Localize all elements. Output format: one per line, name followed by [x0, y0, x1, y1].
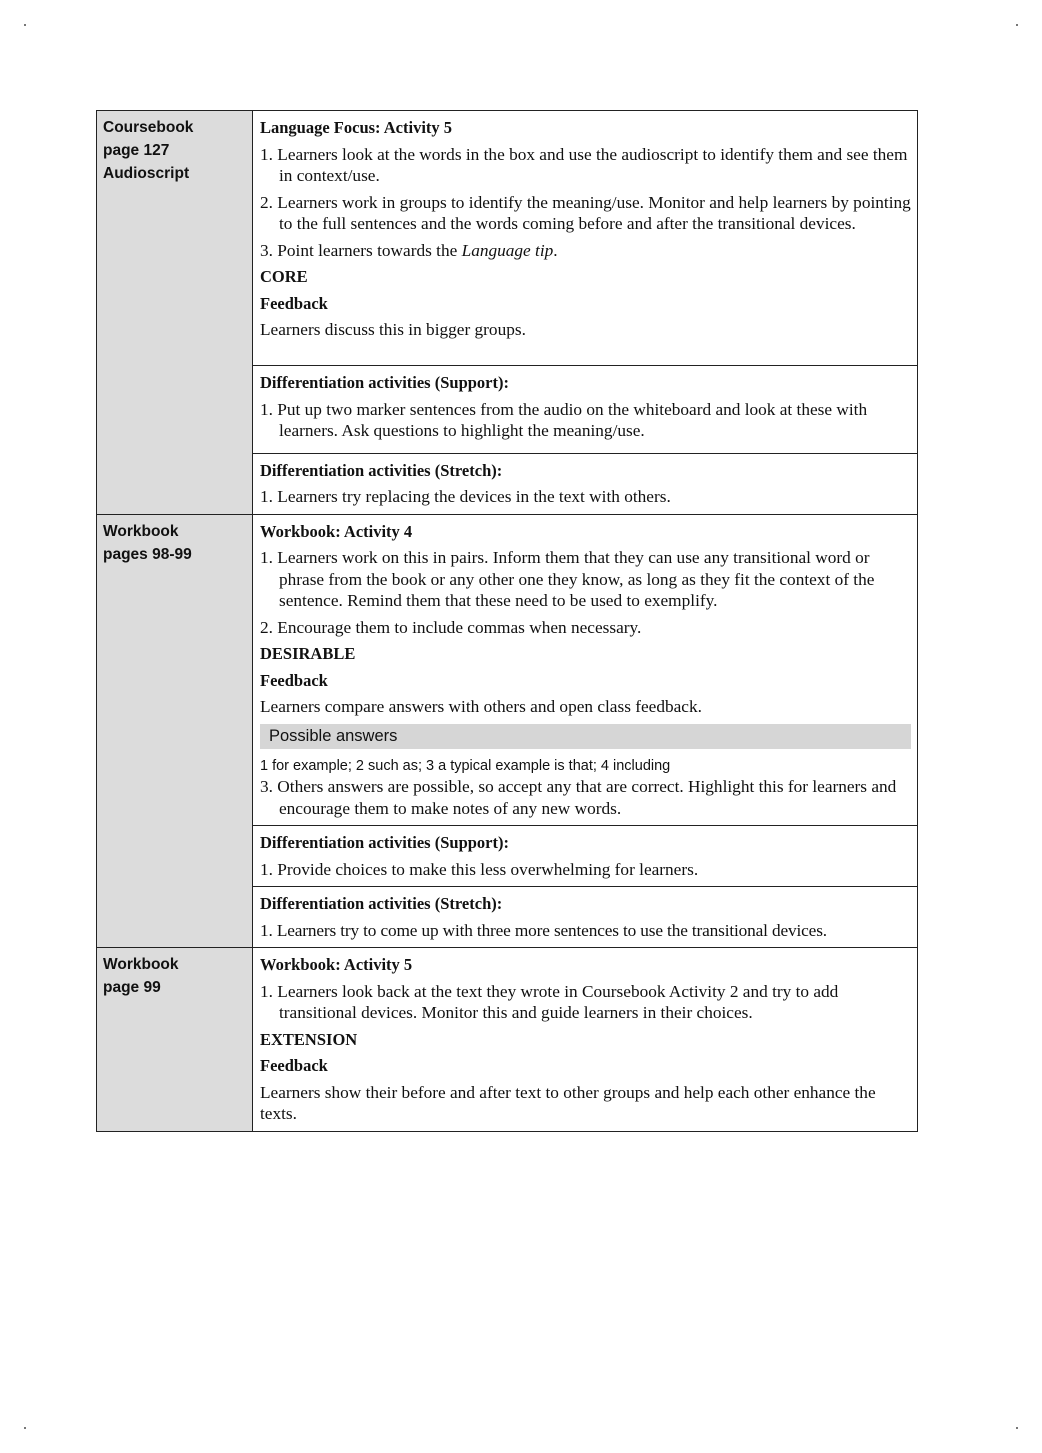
text: 3. Point learners towards the: [260, 240, 462, 260]
feedback-label: Feedback: [260, 1056, 328, 1075]
label-line: Coursebook: [103, 119, 194, 136]
support-heading: Differentiation activities (Support):: [260, 373, 509, 392]
lesson-plan-table: [96, 110, 918, 1132]
label-line: Workbook: [103, 522, 179, 540]
stretch-cell: [253, 887, 918, 948]
list-item: 1. Learners try to come up with three more sentences to use the transitional devices.: [260, 920, 827, 940]
support-heading: Differentiation activities (Support):: [260, 833, 509, 852]
list-item: 1. Learners look back at the text they wrote in Coursebook Activity 2 and try to add transitional devices. Monitor this and guide learners in their choices.: [260, 981, 839, 1022]
language-tip-ref: Language tip: [461, 240, 554, 260]
stretch-cell: [253, 453, 918, 514]
level-label: EXTENSION: [260, 1029, 358, 1049]
feedback-text: Learners show their before and after text to other groups and help each other enhance the texts.: [260, 1082, 876, 1123]
feedback-label: Feedback: [260, 670, 328, 690]
list-item: 2. Encourage them to include commas when necessary.: [260, 617, 642, 637]
activity-cell: [253, 948, 918, 1132]
resource-label: [97, 948, 253, 1132]
stretch-heading: Differentiation activities (Stretch):: [260, 460, 503, 480]
level-label: DESIRABLE: [260, 644, 356, 663]
feedback-label: Feedback: [260, 293, 328, 313]
feedback-text: Learners compare answers with others and open class feedback.: [260, 697, 702, 716]
activity-cell: [253, 111, 918, 366]
list-item: 1. Learners work on this in pairs. Inform them that they can use any transitional word or phrase from the book or any other one they know, as long as they fit the context of the sentence. Remind them that these need to be used to exemplify.: [260, 548, 875, 610]
activity-heading: Workbook: Activity 5: [260, 955, 413, 974]
support-cell: [253, 366, 918, 454]
feedback-text: Learners discuss this in bigger groups.: [260, 320, 526, 339]
list-item: 3. Others answers are possible, so accept any that are correct. Highlight this for learners and encourage them to make notes of any new words.: [260, 777, 897, 818]
text: .: [553, 240, 558, 260]
list-item: [260, 240, 911, 262]
label-line: page 99: [103, 979, 161, 996]
table-row: [97, 111, 918, 366]
activity-cell: [253, 514, 918, 826]
label-line: page 127: [103, 142, 170, 159]
possible-answers-header: Possible answers: [260, 724, 911, 750]
resource-label: [97, 514, 253, 948]
list-item: 1. Provide choices to make this less overwhelming for learners.: [260, 859, 699, 879]
answers-text: 1 for example; 2 such as; 3 a typical example is that; 4 including: [260, 758, 671, 774]
corner-mark: [24, 1427, 26, 1429]
stretch-heading: Differentiation activities (Stretch):: [260, 894, 503, 913]
list-item: 1. Learners try replacing the devices in the text with others.: [260, 487, 671, 506]
activity-heading: Workbook: Activity 4: [260, 521, 413, 541]
activity-heading: Language Focus: Activity 5: [260, 118, 453, 137]
corner-mark: [24, 24, 26, 26]
level-label: CORE: [260, 267, 308, 286]
list-item: 1. Put up two marker sentences from the audio on the whiteboard and look at these with learners. Ask questions to highlight the meaning/use.: [260, 399, 868, 440]
corner-mark: [1016, 24, 1018, 26]
list-item: 2. Learners work in groups to identify the meaning/use. Monitor and help learners by pointing to the full sentences and the words coming before and after the transitional devices.: [260, 192, 911, 233]
resource-label: [97, 111, 253, 515]
table-row: [97, 514, 918, 826]
label-line: Workbook: [103, 956, 179, 973]
label-line: Audioscript: [103, 165, 190, 182]
label-line: pages 98-99: [103, 545, 192, 563]
table-row: [97, 948, 918, 1132]
list-item: 1. Learners look at the words in the box and use the audioscript to identify them and see them in context/use.: [260, 144, 908, 185]
corner-mark: [1016, 1427, 1018, 1429]
support-cell: [253, 826, 918, 887]
